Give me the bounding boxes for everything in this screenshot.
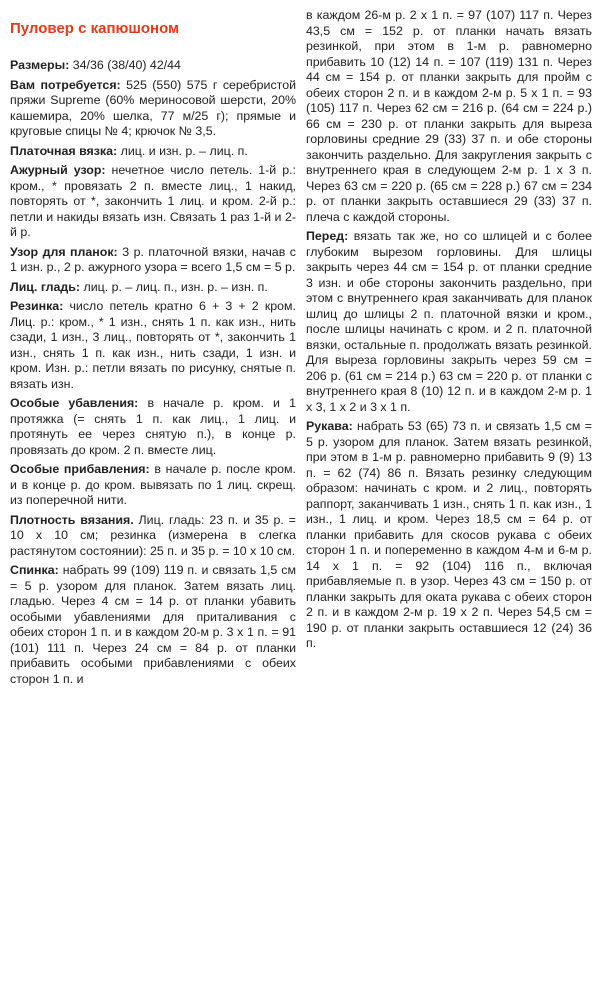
paragraph-text: лиц. р. – лиц. п., изн. р. – изн. п. <box>80 279 268 294</box>
paragraph-label: Платочная вязка: <box>10 143 118 158</box>
paragraph-label: Перед: <box>306 229 349 243</box>
paragraph-label: Узор для планок: <box>10 244 118 259</box>
right-column <box>306 6 592 1003</box>
paragraph-text: 525 (550) 575 г серебристой пряжи Supreme (60% мериносовой шерсти, 20% кашемира, 20% шелка, 77 м/25 г); прямые и круговые спицы № 4; крючок № 3,5. <box>10 77 297 138</box>
paragraph <box>10 245 296 276</box>
paragraph <box>306 229 592 415</box>
paragraph <box>10 280 296 296</box>
paragraph <box>306 8 592 225</box>
page-title: Пуловер с капюшоном <box>10 20 180 37</box>
paragraph <box>10 396 296 458</box>
paragraph-label: Плотность вязания. <box>10 512 134 527</box>
left-column <box>10 6 296 1003</box>
paragraph <box>10 563 296 687</box>
paragraph-text: в начале р. кром. и 1 протяжка (= снять 1 п. как лиц., 1 лиц. и протянуть ее через снятую п.), в конце р. провязать до кром. 2 п. вместе лиц. <box>10 396 296 457</box>
paragraph-label: Вам потребуется: <box>10 77 121 92</box>
paragraph <box>306 419 592 652</box>
paragraph-label: Размеры: <box>10 58 70 72</box>
paragraph-text: лиц. и изн. р. – лиц. п. <box>117 143 248 158</box>
paragraph <box>10 144 296 160</box>
paragraph <box>10 513 296 560</box>
paragraph <box>10 78 296 140</box>
paragraph-text: Лиц. гладь: 23 п. и 35 р. = 10 x 10 см; резинка (измерена в слегка растянутом состоянии): 25 п. и 35 р. = 10 x 10 см. <box>10 512 296 558</box>
paragraph <box>10 462 296 509</box>
paragraph-text: нечетное число петель. 1-й р.: кром., * провязать 2 п. вместе лиц., 1 накид, повторять от *, закончить 1 лиц. и кром. 2-й р.: петли и накиды вязать изн. Связать 1 раз 1-й и 2-й р. <box>10 163 296 239</box>
paragraph-label: Лиц. гладь: <box>10 279 81 294</box>
paragraph-label: Особые прибавления: <box>10 462 150 476</box>
paragraph-text: в начале р. после кром. и в конце р. до кром. вывязать по 1 лиц. скрещ. из поперечной нити. <box>10 462 297 507</box>
paragraph-label: Резинка: <box>10 299 64 313</box>
paragraph-text: вязать так же, но со шлицей и с более глубоким вырезом горловины. Для шлицы закрыть через 44 см = 154 р. от планки средние 3 изн. и обе стороны закончить раздельно, при этом с внутреннего края заканчивать для планок шлиц до шлицы 2 п. платочной вязки и кром., после шлицы начинать с кром. и 2 п. платочной вязки, остальные п. продолжать вязать резинкой. Для выреза горловины закрыть через 59 см = 206 р. (61 см = 214 р.) 63 см = 220 р. от планки с внутреннего края 8 (10) 12 п. и в каждом 2-м р. 1 x 3, 1 x 2 и 3 x 1 п. <box>306 229 592 414</box>
paragraph-label: Ажурный узор: <box>10 163 106 177</box>
paragraph-label: Рукава: <box>306 419 353 433</box>
paragraph <box>10 299 296 392</box>
paragraph-text: 34/36 (38/40) 42/44 <box>69 58 181 72</box>
paragraph-text: в каждом 26-м р. 2 x 1 п. = 97 (107) 117 п. Через 43,5 см = 152 р. от планки начать вязать резинкой, при этом в 1-м р. равномерно прибавить 10 (12) 14 п. = 107 (119) 131 п. Через 44 см = 154 р. от планки закрыть для пройм с обеих сторон 2 п. и в каждом 2-м р. 5 x 1 п. = 93 (105) 117 п. Через 62 см = 216 р. (64 см = 224 р.) 66 см = 230 р. от планки закрыть для выреза горловины средние 29 (33) 37 п. и обе стороны закончить раздельно. Для закругления закрыть с внутреннего края в следующем 2-м р. 1 x 3 п. Через 63 см = 220 р. (65 см = 228 р.) 67 см = 234 р. от планки закрыть оставшиеся 29 (33) 37 п. плеча с каждой стороны. <box>306 8 592 224</box>
paragraph-text: набрать 99 (109) 119 п. и связать 1,5 см = 5 р. узором для планок. Затем вязать лиц. гладью. Через 4 см = 14 р. от планки убавить особыми убавлениями для приталивания с обеих сторон 1 п. и в каждом 20-м р. 3 x 1 п. = 91 (101) 111 п. Через 24 см = 84 р. от планки прибавить особыми прибавлениями с обеих сторон 1 п. и <box>10 563 296 686</box>
paragraph <box>10 163 296 241</box>
paragraph-label: Спинка: <box>10 563 59 577</box>
paragraph-text: число петель кратно 6 + 3 + 2 кром. Лиц. р.: кром., * 1 изн., снять 1 п. как изн., нить сзади, 1 изн., 3 лиц., повторять от *, закончить 1 изн., снять 1 п. как изн., нить сзади, 1 изн. и кром. Изн. р.: петли вязать по рисунку, снятые п. вязать изн. <box>10 299 296 391</box>
paragraph <box>10 58 296 74</box>
paragraph-text: 3 р. платочной вязки, начав с 1 изн. р., 2 р. ажурного узора = всего 1,5 см = 5 р. <box>10 244 296 274</box>
text-columns <box>10 6 592 1003</box>
paragraph-text: набрать 53 (65) 73 п. и связать 1,5 см = 5 р. узором для планок. Затем вязать резинкой, при этом в 1-м р. равномерно прибавить 9 (9) 13 п. = 62 (74) 86 п. Вязать резинку следующим образом: начинать с кром. и 2 лиц., повторять раппорт, заканчивать 1 изн., снять 1 п. как изн., 1 изн., 1 лиц. и кром. Через 18,5 см = 64 р. от планки прибавить для скосов рукава с обеих сторон 1 п. и попеременно в каждом 4-м и 6-м р. 14 x 1 п. = 92 (104) 116 п., включая прибавляемые п. в узор. Через 43 см = 150 р. от планки закрыть для оката рукава с обеих сторон 2 п. и в каждом 2-м р. 19 x 2 п. Через 54,5 см = 190 р. от планки закрыть оставшиеся 12 (24) 36 п. <box>306 419 592 650</box>
paragraph-label: Особые убавления: <box>10 396 139 410</box>
